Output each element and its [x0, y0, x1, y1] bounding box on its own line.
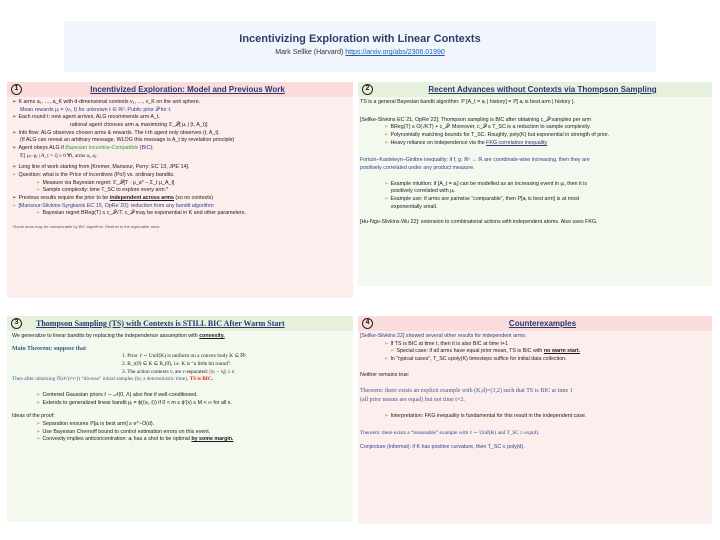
condition-1: 1. Prior ℓ ∼ Unif(K) is uniform on a convex body K ⊆ ℝᵈ. [122, 353, 248, 360]
bullet-arrow-icon: ➢ [384, 124, 389, 131]
sub-bullet: ➢ Interpretation: FKG inequality is fundamental for this result in the independent case. [384, 412, 587, 419]
emphasis-no-warm-start: no warm start. [543, 348, 581, 355]
sub-bullet: ➢ Convexity implies anticoncentration: aᵢ has a shot to be optimal by some margin. [36, 436, 234, 443]
text-line: rational agent chooses arm aᵢ maximizing 𝔼_𝒫[ μᵢ | (t, A_t)] [70, 122, 208, 129]
sub-bullet: ➢ If TS is BIC at time t, then it is also BIC at time t+1 [384, 340, 508, 347]
bullet: ➢ Info flow: ALG observes chosen arms & rewards. The t-th agent only observes (t, A_t). [12, 129, 221, 136]
author-name: Mark Sellke (Harvard) [275, 49, 344, 56]
sub-bullet: ➢ Polynomially matching bounds for T_SC. Roughly, poly(K) but exponential in strength of prior. [384, 132, 610, 139]
bullet: ➢ Agent obeys ALG if Bayesian Incentive-Compatible (BIC): [12, 145, 154, 152]
panel-ts-with-contexts [7, 316, 353, 522]
bullet: ➢ Each round t: new agent arrives, ALG recommends arm A_t, [12, 114, 160, 121]
text-line: positively correlated under any product measure. [360, 165, 475, 172]
arxiv-link[interactable]: https://arxiv.org/abs/2306.01990 [345, 49, 445, 56]
sub-bullet: ➢ Heavy reliance on independence via the FKG correlation inequality [384, 139, 548, 146]
text-line: [Sellke-Slivkins 22] showed several other results for independent arms: [360, 333, 527, 339]
bullet: ➢ Long line of work starting from [Kremer, Mansour, Perry: EC`13, JPE`14]. [12, 164, 190, 171]
text-line: (If ALG can reveal an arbitrary message, WLOG this message is A_t by revelation principle) [20, 137, 235, 144]
bullet-arrow-icon: ➢ [12, 195, 17, 202]
bullet-arrow-icon: ➢ [384, 180, 389, 187]
fkg-link[interactable]: FKG correlation inequality [486, 139, 548, 146]
bullet: ➢ Question: what is the Price of Incentives (PoI) vs. ordinary bandits. [12, 172, 175, 179]
bullet-arrow-icon: ➢ [12, 145, 17, 152]
panel-recent-advances [358, 82, 712, 286]
bullet-arrow-icon: ➢ [12, 99, 17, 105]
panel-header [7, 316, 353, 331]
sub-bullet: ➢ Bayesian regret BReg(T) ≤ c_𝒫√T. c_𝒫 may be exponential in K and other parameters. [36, 210, 246, 217]
sub-bullet: ➢ Separation ensures ℙ[aᵢ is best arm] ≥ e^−O(d). [36, 421, 155, 428]
bic-term: Bayesian Incentive-Compatible [65, 145, 139, 152]
sub-sub-bullet: ➢ Special case: if all arms have equal prior mean, TS is BIC with no warm start. [390, 348, 581, 355]
text-line: 𝔼[ μᵢ−μⱼ | A_t = i] ≥ 0 ∀t, arms aᵢ, aⱼ. [20, 152, 98, 159]
bullet: ➢ K arms a₁, …, a_K with d-dimensional contexts v₁, …, v_K on the unit sphere. [12, 99, 201, 105]
bullet-arrow-icon: ➢ [36, 210, 41, 217]
text-line: TS is a general Bayesian bandit algorithm: ℙ [A_t = aᵢ | history] = ℙ[ aᵢ is best arm | history ]. [360, 99, 575, 105]
bic-abbrev: BIC [141, 145, 151, 152]
bullet-arrow-icon: ➢ [12, 114, 17, 121]
panel-number: 1 [11, 84, 22, 95]
text-line: Neither remains true: [360, 371, 410, 378]
ts-is-bic: TS is BIC. [189, 376, 213, 383]
emphasis-convexity: convexity. [199, 333, 225, 339]
panel-number: 4 [362, 318, 373, 329]
bullet-arrow-icon: ➢ [36, 179, 41, 186]
bullet-arrow-icon: ➢ [384, 132, 389, 139]
bullet-arrow-icon: ➢ [384, 139, 389, 146]
panel-header [7, 82, 353, 97]
panel-counterexamples [358, 316, 712, 524]
bullet-arrow-icon: ➢ [384, 196, 389, 203]
text-line: Fortuin–Kasteleyn–Ginibre inequality: if f, g: ℝⁿ → ℝ are coordinate-wise increasing, then they are [360, 157, 590, 164]
text-line: exponentially small. [391, 203, 438, 210]
bullet-arrow-icon: ➢ [36, 187, 41, 194]
text-line: Mean rewards μᵢ = ⟨vᵢ, ℓ⟩ for unknown ℓ ∈ ℝᵈ. Public prior 𝒫 for ℓ. [20, 106, 172, 113]
bullet-arrow-icon: ➢ [12, 202, 17, 209]
panel-title: Recent Advances without Contexts via Thompson Sampling [428, 84, 657, 94]
footnote: *Some arms may be unexplorable by BIC algorithm. Restrict to the explorable arms. [12, 224, 161, 230]
poster-title: Incentivizing Exploration with Linear Contexts [239, 33, 481, 45]
bullet-arrow-icon: ➢ [12, 164, 17, 171]
theorem-1-cont: (all prior means are equal) but not time t=2. [360, 397, 465, 404]
sub-bullet: ➢ Example use: if arms are pairwise “comparable”, then ℙ[aᵢ is best arm] is at most [384, 196, 580, 203]
theorem-heading: Main Theorem: suppose that [12, 345, 86, 352]
bullet-arrow-icon: ➢ [36, 428, 41, 435]
text-line: positively correlated with μᵢ. [391, 188, 456, 195]
panel-header [358, 316, 712, 331]
text-line: [Sellke-Slivkins EC`21, OpRe`22]: Thompson sampling is BIC after obtaining c_𝒫 samples per arm [360, 116, 591, 123]
emphasis-margin: by some margin. [191, 436, 234, 443]
theorem-conclusion: Then after obtaining Õ(dᵃ/(rᵇεᶜ)) “diverse” initial samples (by a deterministic time), TS is BIC. [12, 376, 213, 383]
sub-bullet: ➢ BReg(T) ≤ O(√KT) + c_𝒫. Moreover, c_𝒫 ≤ T_SC is a reduction to sample complexity. [384, 124, 591, 131]
bullet-arrow-icon: ➢ [12, 129, 17, 136]
bullet: ➢ Previous results require the prior to be independent across arms (so no contexts) [12, 195, 214, 202]
bullet-arrow-icon: ➢ [384, 412, 389, 419]
bullet: ➢ [Mansour-Slivkins-Syrgkanis EC`15, OpRe`20]: reduction from any bandit algorithm [12, 202, 214, 209]
sub-bullet: ➢ Extends to generalized linear bandit μᵢ = ϕ(⟨vᵢ, ℓ⟩) if 0 < m ≤ ϕ′(x) ≤ M < ∞ for all x. [36, 399, 232, 406]
bullet-arrow-icon: ➢ [36, 399, 41, 406]
condition-2: 2. B_r(0̄) ⊆ K ⊆ B₁(0̄), i.e. K is “a little bit round”. [122, 361, 232, 368]
bullet-arrow-icon: ➢ [12, 172, 17, 179]
poster-header [64, 21, 656, 72]
conjecture: Conjecture (informal): if K has positive curvature, then T_SC ≤ poly(d). [360, 444, 525, 451]
sub-bullet: ➢ Centered Gaussian priors ℓ ∼ 𝒩(0, Λ) also fine if well-conditioned. [36, 392, 198, 399]
sub-bullet: ➢ Measure via Bayesian regret: 𝔼_𝒫[T · μ_a* − Σ_t μ_A_t] [36, 179, 175, 186]
panel-number: 2 [362, 84, 373, 95]
panel-header [358, 82, 712, 97]
text-line: Ideas of the proof: [12, 413, 55, 420]
emphasis-independent: independent across arms [109, 195, 174, 202]
bullet-arrow-icon: ➢ [36, 421, 41, 428]
sub-bullet: ➢ Sample complexity: time T_SC to explore every arm.* [36, 187, 169, 194]
panel-title: Counterexamples [508, 318, 577, 328]
bullet-arrow-icon: ➢ [390, 348, 395, 355]
text-line: [Hu-Ngo-Slivkins-Wu 22]: extension to combinatorial actions with independent atoms. Also uses FKG. [360, 219, 598, 226]
panel-number: 3 [11, 318, 22, 329]
sub-bullet: ➢ In “typical cases”, T_SC ≤poly(K) timesteps suffice for initial data collection. [384, 356, 567, 363]
bullet-arrow-icon: ➢ [36, 392, 41, 399]
condition-3: 3. The action contexts vᵢ are ε-separated: ||vᵢ − vⱼ|| ≥ ε. [122, 368, 236, 375]
panel-title: Incentivized Exploration: Model and Previous Work [90, 84, 285, 94]
panel-model-previous-work [7, 82, 353, 298]
theorem-1: Theorem: there exists an explicit example with (K,d)=(3,2) such that TS is BIC at time 1 [360, 388, 573, 395]
theorem-2: Theorem: there exists a “reasonable” example with ℓ ∼ Unif(K) and T_SC ≥ exp(d). [360, 430, 540, 437]
sub-bullet: ➢ Use Bayesian Chernoff bound to control estimation errors on this event. [36, 428, 211, 435]
bullet-arrow-icon: ➢ [384, 356, 389, 363]
author-line [64, 49, 656, 56]
sub-bullet: ➢ Example intuition: if [A_t = aᵢ] can be modelled as an increasing event in μᵢ, then it is [384, 180, 587, 187]
panel-title: Thompson Sampling (TS) with Contexts is STILL BIC After Warm Start [36, 318, 285, 328]
text-line: We generalize to linear bandits by replacing the independence assumption with convexity. [12, 333, 225, 339]
bullet-arrow-icon: ➢ [384, 340, 389, 347]
bullet-arrow-icon: ➢ [36, 436, 41, 443]
